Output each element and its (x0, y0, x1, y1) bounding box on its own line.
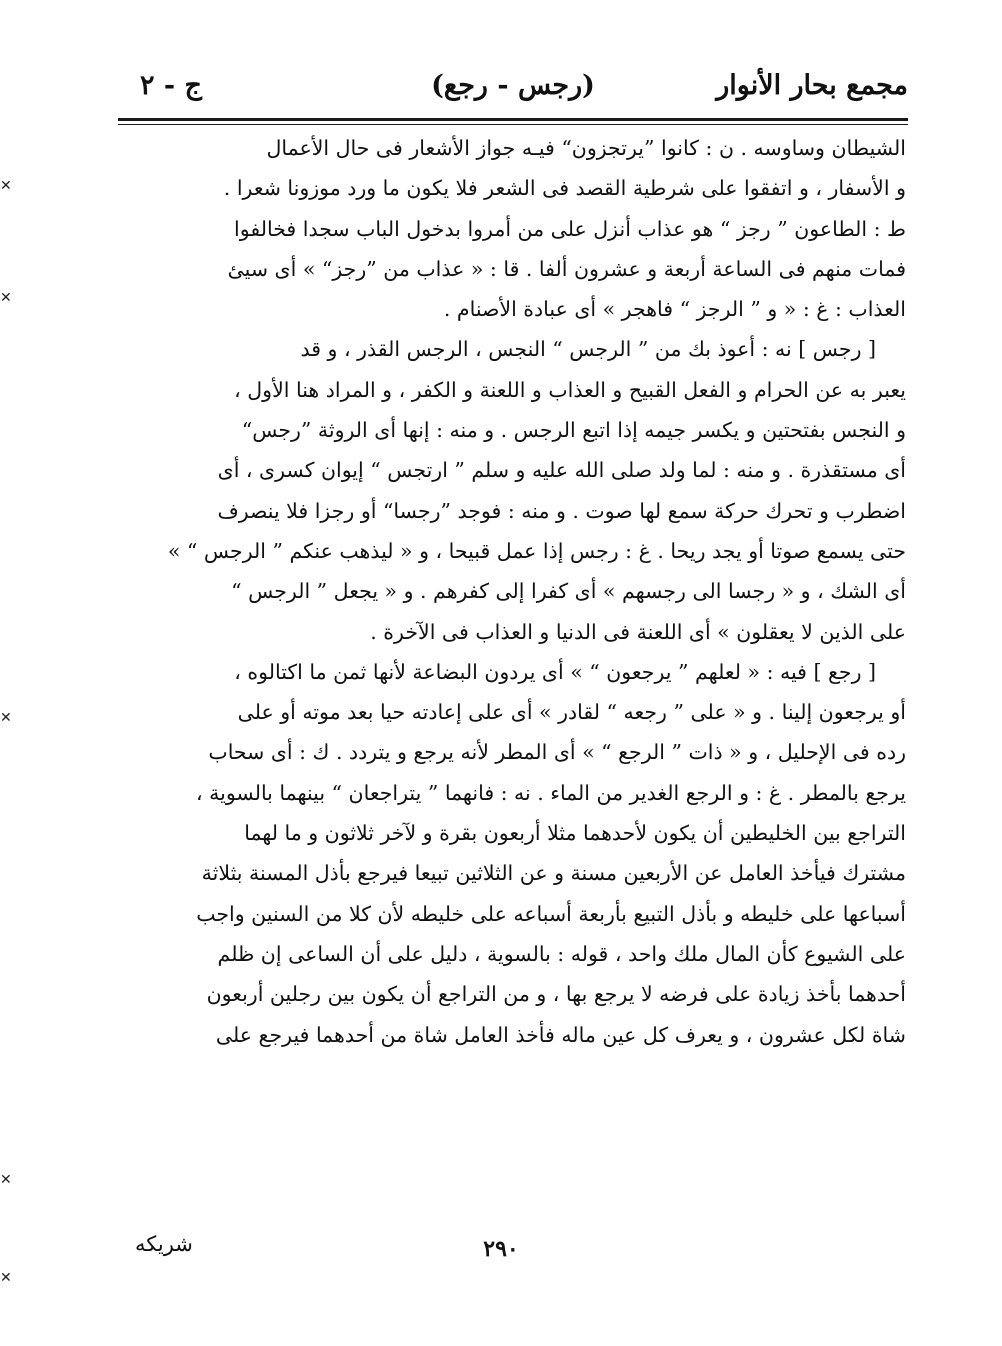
text-line: ط : الطاعون ” رجز “ هو عذاب أنزل على من أمروا بدخول الباب سجدا فخالفوا (234, 216, 906, 241)
header-rule (118, 118, 908, 121)
margin-mark-icon: ✕ (0, 710, 12, 726)
page-number: ٢٩٠ (483, 1236, 519, 1262)
margin-mark-icon: ✕ (0, 1172, 12, 1188)
text-line: العذاب : غ : « و ” الرجز “ فاهجر » أى عبادة الأصنام . (443, 297, 906, 322)
text-line: أى الشك ، و « رجسا الى رجسهم » أى كفرا إلى كفرهم . و « يجعل ” الرجس “ (231, 579, 906, 604)
header-book-title: مجمع بحار الأنوار (716, 70, 908, 101)
body-text (130, 128, 906, 1055)
text-line: شاة لكل عشرون ، و يعرف كل عين ماله فأخذ العامل شاة من أحدهما فيرجع على (215, 1022, 906, 1047)
text-line: على الشيوع كأن المال ملك واحد ، قوله : بالسوية ، دليل على أن الساعى إن ظلم (217, 941, 906, 966)
entry-heading-rajas: [ رجس ] نه : أعوذ بك من ” الرجس “ النجس ، الرجس القذر ، و قد (300, 337, 876, 362)
running-header (118, 66, 908, 112)
text-line: حتى يسمع صوتا أو يجد ريحا . غ : رجس إذا عمل قبيحا ، و « ليذهب عنكم ” الرجس “ » (167, 538, 906, 563)
header-rule-thin (118, 124, 908, 125)
margin-mark-icon: ✕ (0, 178, 12, 194)
text-line: مشترك فيأخذ العامل عن الأربعين مسنة و عن الثلاثين تبيعا فيرجع بأذل المسنة بثلاثة (201, 861, 906, 886)
text-line: الشيطان وساوسه . ن : كانوا ”يرتجزون“ فيـه جواز الأشعار فى حال الأعمال (266, 136, 906, 160)
text-line: يرجع بالمطر . غ : و الرجع الغدير من الماء . نه : فانهما ” يتراجعان “ بينهما بالسوية ، (195, 780, 906, 805)
text-line: أحدهما بأخذ زيادة على فرضه لا يرجع بها ، و من التراجع أن يكون بين رجلين أربعون (206, 982, 906, 1007)
header-volume: ج - ٢ (140, 70, 202, 101)
text-line: أو يرجعون إلينا . و « على ” رجعه “ لقادر » أى على إعادته حيا بعد موته أو على (237, 700, 906, 725)
text-line: على الذين لا يعقلون » أى اللعنة فى الدنيا و العذاب فى الآخرة . (370, 619, 906, 644)
text-line: أسباعها على خليطه و بأذل التبيع بأربعة أسباعه على خليطه لأن كلا من السنين واجب (196, 901, 906, 926)
text-line: التراجع بين الخليطين أن يكون لأحدهما مثلا أربعون بقرة و لآخر ثلاثون و ما لهما (244, 821, 906, 846)
text-line: اضطرب و تحرك حركة سمع لها صوت . و منه : فوجد ”رجسا“ أو رجزا فلا ينصرف (217, 498, 906, 523)
margin-mark-icon: ✕ (0, 1270, 12, 1286)
margin-mark-icon: ✕ (0, 290, 12, 306)
text-line: يعبر به عن الحرام و الفعل القبيح و العذاب و اللعنة و الكفر ، و المراد هنا الأول ، (234, 377, 906, 402)
text-line: و النجس بفتحتين و يكسر جيمه إذا اتبع الرجس . و منه : إنها أى الروثة ”رجس“ (241, 418, 906, 443)
text-line: و الأسفار ، و اتفقوا على شرطية القصد فى الشعر فلا يكون ما ورد موزونا شعرا . (223, 176, 906, 201)
catchword: شريكه (135, 1232, 193, 1256)
entry-heading-raja: [ رجع ] فيه : « لعلهم ” يرجعون “ » أى يردون البضاعة لأنها ثمن ما اكتالوه ، (234, 659, 876, 684)
text-line: فمات منهم فى الساعة أربعة و عشرون ألفا . قا : « عذاب من ”رجز“ » أى سيئ (227, 256, 906, 281)
text-line: أى مستقذرة . و منه : لما ولد صلى الله عليه و سلم ” ارتجس “ إيوان كسرى ، أى (217, 458, 906, 483)
text-line: رده فى الإحليل ، و « ذات ” الرجع “ » أى المطر لأنه يرجع و يتردد . ك : أى سحاب (208, 740, 906, 765)
header-entry-range: (رجس - رجع) (431, 70, 595, 101)
